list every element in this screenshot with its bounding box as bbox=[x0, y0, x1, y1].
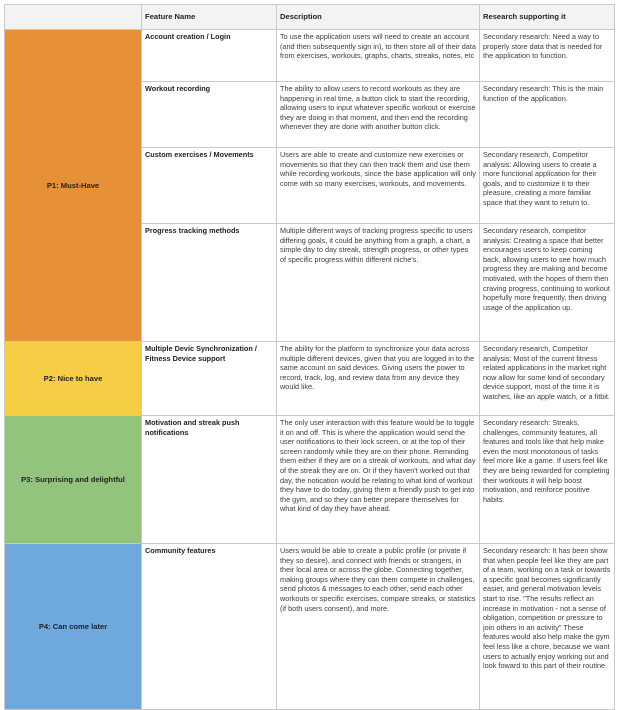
priority-cell-p4: P4: Can come later bbox=[5, 544, 142, 710]
table-row bbox=[5, 30, 615, 82]
research-cell: Secondary research, Competitor analysis: Allowing users to create a more functional application for their goals, and to customize it to their pleasure, creating a more familiar space that they want to return to. bbox=[480, 148, 615, 224]
research-cell: Secondary research: This is the main function of the application. bbox=[480, 82, 615, 148]
description-cell: Multiple different ways of tracking progress specific to users differing goals, it could be anything from a graph, a chart, a simple day to day streak, strength progress, or other types of specific progress within different niche's. bbox=[277, 224, 480, 342]
feature-name-cell: Motivation and streak push notifications bbox=[142, 416, 277, 544]
research-cell: Secondary research: It has been show that when people feel like they are part of a team, working on a task or towards a specific goal becomes significantly easier, and general motivation levels start to rise. "The results reflect an increase in motivation - not a sense of obligation, competition or pressure to join others in an activity" These features would also help make the gym feel less like a chore, because we want users to actually enjoy working out and look foward to this part of their routine. bbox=[480, 544, 615, 710]
research-cell: Secondary research, competitor analysis: Creating a space that better encourages users to keep coming back, allowing users to see how much progress they are making and become motivated, with the hopes of them then craving progress, continuing to workout hopefully more frequently, then driving usage of the application up. bbox=[480, 224, 615, 342]
research-cell: Secondary research: Need a way to properly store data that is needed for the application to function. bbox=[480, 30, 615, 82]
table-row bbox=[5, 342, 615, 416]
priority-cell-p1: P1: Must-Have bbox=[5, 30, 142, 342]
table-row bbox=[5, 544, 615, 710]
description-cell: The ability for the platform to synchronize your data across multiple different devices, given that you are logged in to the same account on said devices. Giving users the power to record, track, log, and review data from any device they would like. bbox=[277, 342, 480, 416]
priority-cell-p2: P2: Nice to have bbox=[5, 342, 142, 416]
feature-name-cell: Custom exercises / Movements bbox=[142, 148, 277, 224]
description-cell: Users would be able to create a public profile (or private if they so desire), and connect with friends or strangers, in their local area or across the globe. Connecting together, making groups where they can them compete in challenges, send photos & messages to each other, send each other workouts or specific exercises, compare streaks, or statistics (if both users consent), and more. bbox=[277, 544, 480, 710]
header-research: Research supporting it bbox=[480, 5, 615, 30]
description-cell: The only user interaction with this feature would be to toggle it on and off. This is where the application would send the user notifications to their lock screen, or at the top of their screen randomly while they are on their phone. Reminding them either if they are on a streak of workouts, and what day of the streak they are on. Or if they haven't worked out that day, the notication would be relating to what kind of workout they have to do today, giving them a friendly push to get into the gym, and so they can better prepare themselves for what kind of day they have ahead. bbox=[277, 416, 480, 544]
feature-priority-table bbox=[4, 4, 615, 710]
research-cell: Secondary research: Streaks, challenges, community features, all features and tools like that help make even the most monotonous of tasks feel more like a game. If users feel like they are being rewarded for completing their workouts it will help boost motivation, and reinforce positive habits. bbox=[480, 416, 615, 544]
feature-name-cell: Workout recording bbox=[142, 82, 277, 148]
header-feature-name: Feature Name bbox=[142, 5, 277, 30]
feature-name-cell: Progress tracking methods bbox=[142, 224, 277, 342]
priority-cell-p3: P3: Surprising and delightful bbox=[5, 416, 142, 544]
description-cell: To use the application users will need to create an account (and then subsequently sign in), to then store all of their data from exercises, workouts, graphs, charts, streaks, notes, etc bbox=[277, 30, 480, 82]
feature-name-cell: Multiple Devic Synchronization / Fitness Device support bbox=[142, 342, 277, 416]
feature-name-cell: Community features bbox=[142, 544, 277, 710]
header-row bbox=[5, 5, 615, 30]
description-cell: The ability to allow users to record workouts as they are happening in real time, a button click to start the recording, allowing users to input whatever specific workout or exercise they are doing in that moment, and then end the recording whenever they are done with another button click. bbox=[277, 82, 480, 148]
header-priority bbox=[5, 5, 142, 30]
feature-name-cell: Account creation / Login bbox=[142, 30, 277, 82]
header-description: Description bbox=[277, 5, 480, 30]
research-cell: Secondary research, Competitor analysis: Most of the current fitness related applications in the market right now allow for some kind of secondary device support, most of the time it is watches, like an apple watch, or a fitbit. bbox=[480, 342, 615, 416]
table-row bbox=[5, 416, 615, 544]
description-cell: Users are able to create and customize new exercises or movements so that they can then track them and use them while recording workouts, since the base application will only come with so many exercises, workouts, and movements. bbox=[277, 148, 480, 224]
